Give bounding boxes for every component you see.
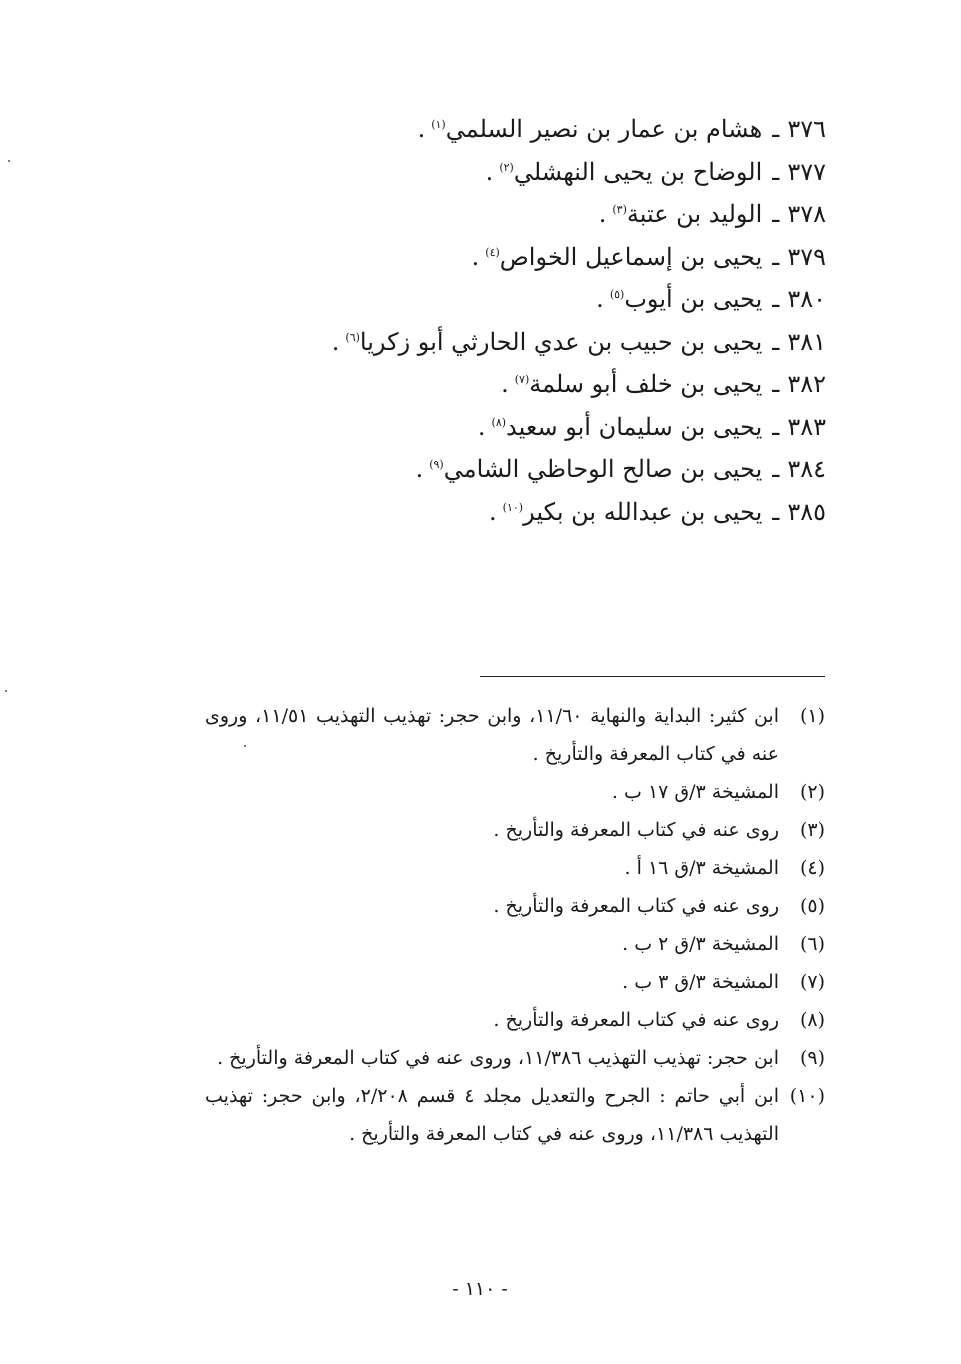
entry-dash: ـ	[772, 327, 780, 356]
page-number: - ١١٠ -	[452, 1278, 508, 1300]
entry-period: .	[417, 115, 426, 143]
footnote-ref: (٥)	[609, 288, 625, 301]
footnote	[205, 1039, 825, 1077]
entry-name: يحيى بن خلف أبو سلمة	[529, 370, 763, 398]
entry-name: الوليد بن عتبة	[626, 200, 763, 228]
footnote	[205, 963, 825, 1001]
footnote	[205, 849, 825, 887]
entry-item	[186, 193, 826, 236]
footnote-text: روى عنه في كتاب المعرفة والتأريخ .	[493, 895, 779, 917]
footnote	[205, 1077, 825, 1153]
footnote	[205, 773, 825, 811]
entry-item	[186, 321, 826, 364]
entry-name: هشام بن عمار بن نصير السلمي	[445, 115, 763, 143]
footnote-text: المشيخة ٣/ق ١٧ ب .	[611, 781, 779, 803]
entry-name: يحيى بن أيوب	[624, 285, 763, 313]
entry-item	[186, 406, 826, 449]
entries-list	[186, 108, 826, 533]
entry-number: ٣٧٧	[787, 157, 826, 186]
entry-name: يحيى بن صالح الوحاظي الشامي	[443, 455, 763, 483]
entry-number: ٣٨٢	[787, 370, 826, 398]
entry-dash: ـ	[772, 285, 780, 313]
footnote-ref: (١)	[431, 118, 446, 131]
entry-name: يحيى بن عبدالله بن بكير	[523, 497, 763, 526]
entry-name: يحيى بن سليمان أبو سعيد	[506, 412, 763, 441]
scan-speck	[244, 745, 246, 747]
footnote-text: المشيخة ٣/ق ٣ ب .	[622, 971, 779, 993]
footnote-separator	[480, 676, 825, 677]
entry-number: ٣٨٥	[787, 497, 826, 526]
entry-period: .	[485, 157, 494, 186]
entry-item	[186, 236, 826, 279]
entry-item	[186, 151, 826, 194]
footnote-number: (١)	[799, 705, 825, 727]
footnotes-section	[205, 697, 825, 1153]
entry-period: .	[415, 455, 424, 483]
entry-dash: ـ	[772, 242, 780, 271]
footnote-number: (٦)	[799, 933, 825, 955]
footnote	[205, 887, 825, 925]
entry-period: .	[477, 412, 486, 441]
entry-item	[186, 491, 826, 534]
footnote-ref: (٢)	[499, 160, 514, 174]
footnote-number: (٢)	[799, 781, 825, 803]
footnote-text: روى عنه في كتاب المعرفة والتأريخ .	[493, 1009, 779, 1031]
footnote	[205, 697, 825, 773]
entry-name: يحيى بن إسماعيل الخواص	[499, 242, 763, 271]
entry-number: ٣٧٩	[787, 242, 826, 271]
entry-item	[186, 363, 826, 406]
footnote-text: المشيخة ٣/ق ١٦ أ .	[624, 857, 779, 879]
entry-number: ٣٨١	[787, 327, 826, 356]
footnote-ref: (٩)	[429, 458, 444, 471]
entry-number: ٣٨٤	[787, 455, 826, 483]
entry-dash: ـ	[772, 200, 780, 228]
scan-speck	[5, 690, 7, 692]
entry-dash: ـ	[772, 157, 780, 186]
footnote-number: (١٠)	[789, 1085, 825, 1107]
footnote-number: (٩)	[799, 1047, 825, 1069]
entry-item	[186, 108, 826, 151]
footnote-number: (٤)	[799, 857, 825, 879]
footnote-number: (٨)	[799, 1009, 825, 1031]
entry-dash: ـ	[772, 115, 780, 143]
entry-dash: ـ	[772, 497, 780, 526]
entry-period: .	[331, 327, 340, 356]
entry-dash: ـ	[772, 412, 780, 441]
footnote-ref: (٣)	[612, 203, 627, 216]
entry-number: ٣٨٠	[787, 285, 826, 313]
entry-period: .	[471, 242, 480, 271]
footnote-ref: (٨)	[491, 415, 507, 429]
entry-period: .	[501, 370, 509, 398]
footnote-text: المشيخة ٣/ق ٢ ب .	[622, 933, 779, 955]
entry-item	[186, 278, 826, 321]
entry-dash: ـ	[772, 455, 780, 483]
entry-item	[186, 448, 826, 491]
entry-period: .	[489, 497, 497, 526]
scan-speck	[8, 160, 10, 162]
entry-period: .	[598, 200, 607, 228]
footnote-ref: (٤)	[485, 245, 500, 259]
entry-name: يحيى بن حبيب بن عدي الحارثي أبو زكريا	[359, 327, 763, 356]
entry-dash: ـ	[772, 370, 780, 398]
entry-number: ٣٧٦	[787, 115, 826, 143]
footnote-ref: (٧)	[514, 373, 530, 386]
footnote-ref: (٦)	[345, 330, 360, 344]
entry-name: الوضاح بن يحيى النهشلي	[513, 157, 763, 186]
footnote-text: روى عنه في كتاب المعرفة والتأريخ .	[493, 819, 779, 841]
entry-number: ٣٧٨	[787, 200, 826, 228]
footnote-text: ابن أبي حاتم : الجرح والتعديل مجلد ٤ قسم ٢/٢٠٨، وابن حجر: تهذيب التهذيب ١١/٣٨٦، وروى عنه في كتاب المعرفة والتأريخ .	[205, 1085, 779, 1145]
footnote	[205, 811, 825, 849]
entry-number: ٣٨٣	[787, 412, 826, 441]
footnote	[205, 925, 825, 963]
footnote-number: (٧)	[799, 971, 825, 993]
footnote	[205, 1001, 825, 1039]
footnote-text: ابن حجر: تهذيب التهذيب ١١/٣٨٦، وروى عنه في كتاب المعرفة والتأريخ .	[217, 1047, 779, 1069]
footnote-number: (٥)	[799, 895, 825, 917]
footnote-ref: (١٠)	[502, 500, 524, 514]
entry-period: .	[596, 285, 604, 313]
footnote-number: (٣)	[799, 819, 825, 841]
footnote-text: ابن كثير: البداية والنهاية ١١/٦٠، وابن حجر: تهذيب التهذيب ١١/٥١، وروى عنه في كتاب المعرفة والتأريخ .	[205, 705, 779, 765]
